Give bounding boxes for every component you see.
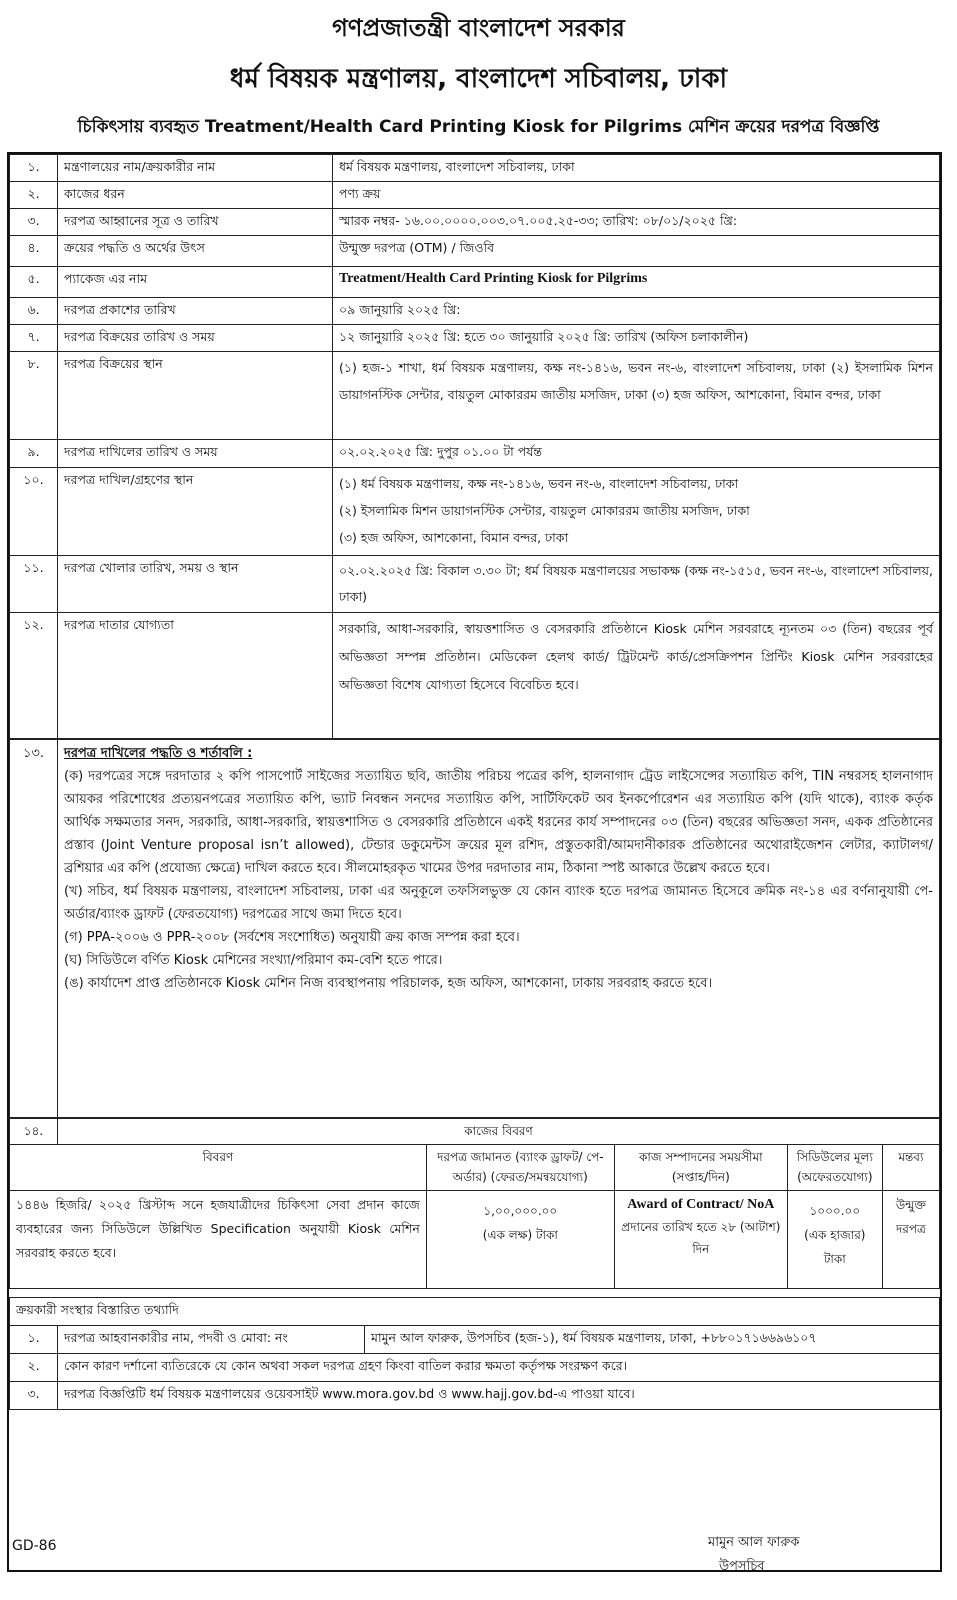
work-description-table xyxy=(9,1118,940,1289)
table-row: ১২. দরপত্র দাতার যোগ্যতা সরকারি, আধা-সরকারি, স্বায়ত্তশাসিত ও বেসরকারি প্রতিষ্ঠানে Kiosk মেশিন সরবরাহে ন্যূনতম ০৩ (তিন) বছরের পূর্ব অভিজ্ঞতা সম্পন্ন প্রতিষ্ঠান। মেডিকেল হেলথ কার্ড/ ট্রিটমেন্ট কার্ড/প্রেসক্রিপশন প্রিন্টিং Kiosk মেশিন সরবরাহের অভিজ্ঞতা বিশেষ যোগ্যতা হিসেবে বিবেচিত হবে। xyxy=(10,613,940,739)
table-header-row: বিবরণ দরপত্র জামানত (ব্যাংক ড্রাফট/ পে-অর্ডার) (ফেরত/সমন্বয়যোগ্য) কাজ সম্পাদনের সময়সীমা (সপ্তাহ/দিন) সিডিউলের মূল্য (অফেরতযোগ্য) মন্তব্য xyxy=(10,1145,940,1191)
table-row: ৩. দরপত্র আহ্বানের সূত্র ও তারিখ স্মারক নম্বর- ১৬.০০.০০০০.০০৩.০৭.০০৫.২৫-৩৩; তারিখ: ০৮/০১/২০২৫ খ্রি: xyxy=(10,209,940,236)
table-row: ৪. ক্রয়ের পদ্ধতি ও অর্থের উৎস উন্মুক্ত দরপত্র (OTM) / জিওবি xyxy=(10,236,940,267)
condition-item: (ঙ) কার্যাদেশ প্রাপ্ত প্রতিষ্ঠানকে Kiosk মেশিন নিজ ব্যবস্থাপনায় পরিচালক, হজ অফিস, আশকোনা, ঢাকায় সরবরাহ করতে হবে। xyxy=(64,976,713,991)
table-row: ১৪. কাজের বিবরণ xyxy=(10,1119,940,1145)
table-row: ৩. দরপত্র বিজ্ঞপ্তিটি ধর্ম বিষয়ক মন্ত্রণালয়ের ওয়েবসাইট www.mora.gov.bd ও www.hajj.gov.bd-এ পাওয়া যাবে। xyxy=(10,1382,940,1410)
notice-title: চিকিৎসায় ব্যবহৃত Treatment/Health Card Printing Kiosk for Pilgrims মেশিন ক্রয়ের দরপত্র বিজ্ঞপ্তি xyxy=(77,117,880,137)
table-row: ৮. দরপত্র বিক্রয়ের স্থান (১) হজ-১ শাখা, ধর্ম বিষয়ক মন্ত্রণালয়, কক্ষ নং-১৪১৬, ভবন নং-৬, বাংলাদেশ সচিবালয়, ঢাকা (২) ইসলামিক মিশন ডায়াগনস্টিক সেন্টার, বায়তুল মোকাররম জাতীয় মসজিদ, ঢাকা (৩) হজ অফিস, আশকোনা, বিমান বন্দর, ঢাকা xyxy=(10,352,940,440)
govt-heading: গণপ্রজাতন্ত্রী বাংলাদেশ সরকার xyxy=(332,14,625,42)
signatory-name: মামুন আল ফারুক xyxy=(708,1535,800,1550)
table-row: ১. দরপত্র আহবানকারীর নাম, পদবী ও মোবা: নং মামুন আল ফারুক, উপসচিব (হজ-১), ধর্ম বিষয়ক মন্ত্রণালয়, ঢাকা, +৮৮০১৭১৬৬৯৬১০৭ xyxy=(10,1326,940,1354)
notice-frame xyxy=(7,152,942,1572)
info-table xyxy=(9,154,940,739)
condition-item: (গ) PPA-২০০৬ ও PPR-২০০৮ (সর্বশেষ সংশোধিত) অনুযায়ী ক্রয় কাজ সম্পন্ন করা হবে। xyxy=(64,930,520,945)
table-row: ৬. দরপত্র প্রকাশের তারিখ ০৯ জানুয়ারি ২০২৫ খ্রি: xyxy=(10,298,940,325)
doc-code: GD-86 xyxy=(12,1538,57,1554)
condition-item: (ক) দরপত্রের সঙ্গে দরদাতার ২ কপি পাসপোর্ট সাইজের সত্যায়িত ছবি, জাতীয় পরিচয় পত্রের কপি, হালনাগাদ ট্রেড লাইসেন্সের সত্যায়িত কপি, TIN নম্বরসহ হালনাগাদ আয়কর পরিশোধের প্রত্যয়নপত্রের সত্যায়িত কপি, ভ্যাট নিবন্ধন সনদের সত্যায়িত কপি, সার্টিফিকেট অব ইনকর্পোরেশন এর সত্যায়িত কপি (যদি থাকে), ব্যাংক কর্তৃক আর্থিক সক্ষমতার সনদ, সরকারি, আধা-সরকারি, স্বায়ত্তশাসিত ও বেসরকারি প্রতিষ্ঠানে একই ধরনের কার্য সম্পাদনের ০৩ (তিন) বছরের অভিজ্ঞতা সনদ, একক প্রতিষ্ঠানের প্রস্তাব (Joint Venture proposal isn’t allowed), টেন্ডার ডকুমেন্টস ক্রয়ের মূল রশিদ, প্রস্তুতকারী/আমদানীকারক প্রতিষ্ঠানের অথোরাইজেশন লেটার, ক্যাটালগ/ব্রশিয়ার এর কপি (প্রযোজ্য ক্ষেত্রে) দাখিল করতে হবে। সীলমোহরকৃত খামের উপর দরদাতার নাম, ঠিকানা স্পষ্ট আকারে উল্লেখ করতে হবে। xyxy=(64,769,933,876)
table-row: ৯. দরপত্র দাখিলের তারিখ ও সময় ০২.০২.২০২৫ খ্রি: দুপুর ০১.০০ টা পর্যন্ত xyxy=(10,440,940,468)
conditions-title: দরপত্র দাখিলের পদ্ধতি ও শর্তাবলি : xyxy=(64,746,253,761)
condition-item: (ঘ) সিডিউলে বর্ণিত Kiosk মেশিনের সংখ্যা/পরিমাণ কম-বেশি হতে পারে। xyxy=(64,953,443,968)
table-row xyxy=(10,1298,940,1326)
table-row: ২. কোন কারণ দর্শানো ব্যতিরেকে যে কোন অথবা সকল দরপত্র গ্রহণ কিংবা বাতিল করার ক্ষমতা কর্তৃপক্ষ সংরক্ষণ করে। xyxy=(10,1354,940,1382)
conditions-section xyxy=(9,739,940,1118)
ministry-heading: ধর্ম বিষয়ক মন্ত্রণালয়, বাংলাদেশ সচিবালয়, ঢাকা xyxy=(229,64,728,94)
procuring-entity-details xyxy=(9,1297,940,1410)
table-row: ১৪৪৬ হিজরি/ ২০২৫ খ্রিস্টাব্দ সনে হজযাত্রীদের চিকিৎসা সেবা প্রদান কাজে ব্যবহারের জন্য সিডিউলে উল্লিখিত Specification অনুযায়ী Kiosk মেশিন সরবরাহ করতে হবে। ১,০০,০০০.০০ (এক লক্ষ) টাকা Award of Contract/ NoA প্রদানের তারিখ হতে ২৮ (আটাশ) দিন ১০০০.০০ (এক হাজার) টাকা উন্মুক্ত দরপত্র xyxy=(10,1191,940,1289)
table-row: ১০. দরপত্র দাখিল/গ্রহণের স্থান (১) ধর্ম বিষয়ক মন্ত্রণালয়, কক্ষ নং-১৪১৬, ভবন নং-৬, বাংলাদেশ সচিবালয়, ঢাকা (২) ইসলামিক মিশন ডায়াগনস্টিক সেন্টার, বায়তুল মোকাররম জাতীয় মসজিদ, ঢাকা (৩) হজ অফিস, আশকোনা, বিমান বন্দর, ঢাকা xyxy=(10,468,940,556)
table-row: ৭. দরপত্র বিক্রয়ের তারিখ ও সময় ১২ জানুয়ারি ২০২৫ খ্রি: হতে ৩০ জানুয়ারি ২০২৫ খ্রি: তারিখ (অফিস চলাকালীন) xyxy=(10,325,940,352)
table-row: ২. কাজের ধরন পণ্য ক্রয় xyxy=(10,182,940,209)
condition-item: (খ) সচিব, ধর্ম বিষয়ক মন্ত্রণালয়, বাংলাদেশ সচিবালয়, ঢাকা এর অনুকূলে তফসিলভুক্ত যে কোন ব্যাংক হতে দরপত্র জামানত হিসেবে ক্রমিক নং-১৪ এর বর্ণনানুযায়ী পে-অর্ডার/ব্যাংক ড্রাফট (ফেরতযোগ্য) দরপত্রের সাথে জমা দিতে হবে। xyxy=(64,884,933,922)
table-row: ১৩. দরপত্র দাখিলের পদ্ধতি ও শর্তাবলি : (ক) দরপত্রের সঙ্গে দরদাতার ২ কপি পাসপোর্ট সাইজের সত্যায়িত ছবি, জাতীয় পরিচয় পত্রের কপি, হালনাগাদ ট্রেড লাইসেন্সের সত্যায়িত কপি, TIN নম্বরসহ হালনাগাদ আয়কর পরিশোধের প্রত্যয়নপত্রের সত্যায়িত কপি, ভ্যাট নিবন্ধন সনদের সত্যায়িত কপি, সার্টিফিকেট অব ইনকর্পোরেশন এর সত্যায়িত কপি (যদি থাকে), ব্যাংক কর্তৃক আর্থিক সক্ষমতার সনদ, সরকারি, আধা-সরকারি, স্বায়ত্তশাসিত ও বেসরকারি প্রতিষ্ঠানে একই ধরনের কার্য সম্পাদনের ০৩ (তিন) বছরের অভিজ্ঞতা সনদ, একক প্রতিষ্ঠানের প্রস্তাব (Joint Venture proposal isn’t allowed), টেন্ডার ডকুমেন্টস ক্রয়ের মূল রশিদ, প্রস্তুতকারী/আমদানীকারক প্রতিষ্ঠানের অথোরাইজেশন লেটার, ক্যাটালগ/ব্রশিয়ার এর কপি (প্রযোজ্য ক্ষেত্রে) দাখিল করতে হবে। সীলমোহরকৃত খামের উপর দরদাতার নাম, ঠিকানা স্পষ্ট আকারে উল্লেখ করতে হবে। (খ) সচিব, ধর্ম বিষয়ক মন্ত্রণালয়, বাংলাদেশ সচিবালয়, ঢাকা এর অনুকূলে তফসিলভুক্ত যে কোন ব্যাংক হতে দরপত্র জামানত হিসেবে ক্রমিক নং-১৪ এর বর্ণনানুযায়ী পে-অর্ডার/ব্যাংক ড্রাফট (ফেরতযোগ্য) দরপত্রের সাথে জমা দিতে হবে। (গ) PPA-২০০৬ ও PPR-২০০৮ (সর্বশেষ সংশোধিত) অনুযায়ী ক্রয় কাজ সম্পন্ন করা হবে। (ঘ) সিডিউলে বর্ণিত Kiosk মেশিনের সংখ্যা/পরিমাণ কম-বেশি হতে পারে। (ঙ) কার্যাদেশ প্রাপ্ত প্রতিষ্ঠানকে Kiosk মেশিন নিজ ব্যবস্থাপনায় পরিচালক, হজ অফিস, আশকোনা, ঢাকায় সরবরাহ করতে হবে। xyxy=(10,740,940,1118)
table-row: ১. মন্ত্রণালয়ের নাম/ক্রয়কারীর নাম ধর্ম বিষয়ক মন্ত্রণালয়, বাংলাদেশ সচিবালয়, ঢাকা xyxy=(10,155,940,182)
section-title: কাজের বিবরণ xyxy=(58,1119,940,1145)
table-row: ৫. প্যাকেজ এর নাম Treatment/Health Card Printing Kiosk for Pilgrims xyxy=(10,267,940,298)
signatory-title: উপসচিব xyxy=(719,1559,765,1574)
section-title: ক্রয়কারী সংস্থার বিস্তারিত তথ্যাদি xyxy=(10,1298,940,1326)
table-row: ১১. দরপত্র খোলার তারিখ, সময় ও স্থান ০২.০২.২০২৫ খ্রি: বিকাল ৩.৩০ টা; ধর্ম বিষয়ক মন্ত্রণালয়ের সভাকক্ষ (কক্ষ নং-১৫১৫, ভবন নং-৬, বাংলাদেশ সচিবালয়, ঢাকা) xyxy=(10,556,940,613)
